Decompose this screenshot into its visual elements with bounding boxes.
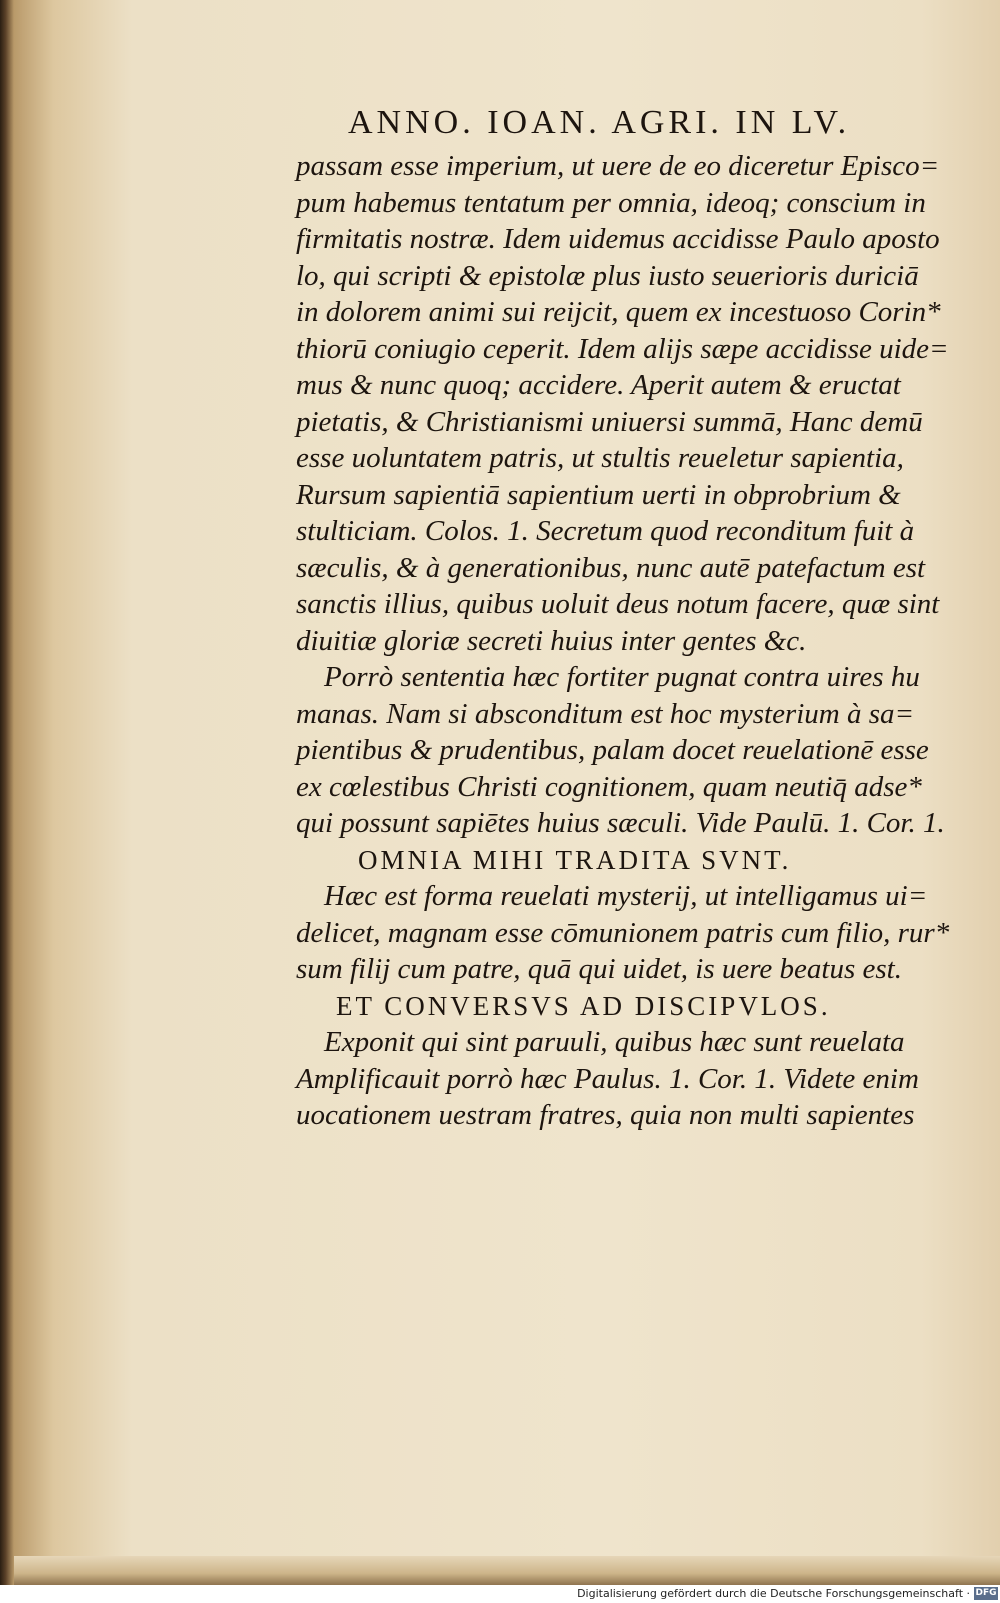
text-line: stulticiam. Colos. 1. Secretum quod reconditum fuit à (296, 515, 915, 547)
text-line: Amplificauit porrò hæc Paulus. 1. Cor. 1. Videte enim (296, 1062, 919, 1095)
text-line: delicet, magnam esse cōmunionem patris cum filio, rur* (296, 916, 950, 949)
page-text-block (296, 98, 976, 1134)
text-line: Exponit qui sint paruuli, quibus hæc sunt reuelata (324, 1026, 905, 1058)
footer-credit-text: Digitalisierung gefördert durch die Deutsche Forschungsgemeinschaft · (577, 1587, 970, 1600)
text-line: pientibus & prudentibus, palam docet reuelationē esse (296, 734, 929, 766)
text-line: manas. Nam si absconditum est hoc mysterium à sa= (296, 697, 915, 730)
running-head: ANNO. IOAN. AGRI. IN LV. (348, 104, 851, 141)
book-binding-edge (0, 0, 14, 1585)
text-line: sanctis illius, quibus uoluit deus notum facere, quæ sint (296, 588, 940, 620)
text-line: ex cœlestibus Christi cognitionem, quam neutiq̄ adse* (296, 770, 922, 803)
text-line: pum habemus tentatum per omnia, ideoq; conscium in (296, 186, 926, 219)
text-line: lo, qui scripti & epistolæ plus iusto seuerioris duriciā (296, 259, 919, 292)
text-line: diuitiæ gloriæ secreti huius inter gentes &c. (296, 624, 807, 657)
text-line: Porrò sententia hæc fortiter pugnat contra uires hu (324, 661, 920, 693)
text-line: pietatis, & Christianismi uniuersi summā, Hanc demū (296, 405, 923, 438)
digitization-footer (0, 1585, 1000, 1603)
page-bottom-edge (14, 1556, 1000, 1585)
text-line: passam esse imperium, ut uere de eo diceretur Episco= (296, 150, 940, 182)
text-line: in dolorem animi sui reijcit, quem ex incestuoso Corin* (296, 296, 941, 328)
text-line: mus & nunc quoq; accidere. Aperit autem & eructat (296, 369, 901, 401)
text-lines (296, 148, 976, 1134)
text-line: qui possunt sapiētes huius sæculi. Vide Paulū. 1. Cor. 1. (296, 807, 945, 839)
text-line: firmitatis nostræ. Idem uidemus accidisse Paulo aposto (296, 223, 940, 255)
text-line: sum filij cum patre, quā qui uidet, is uere beatus est. (296, 953, 902, 985)
dfg-logo: DFG (975, 1588, 997, 1598)
text-line: thiorū coniugio ceperit. Idem alijs sæpe accidisse uide= (296, 332, 949, 365)
text-line: esse uoluntatem patris, ut stultis reueletur sapientia, (296, 442, 904, 474)
text-line: Hæc est forma reuelati mysterij, ut intelligamus ui= (324, 880, 928, 912)
section-heading: OMNIA MIHI TRADITA SVNT. (358, 844, 792, 875)
text-line: Rursum sapientiā sapientium uerti in obprobrium & (296, 478, 901, 511)
text-line: sæculis, & à generationibus, nunc autē patefactum est (296, 551, 926, 584)
section-heading: ET CONVERSVS AD DISCIPVLOS. (336, 990, 831, 1021)
text-line: uocationem uestram fratres, quia non multi sapientes (296, 1099, 915, 1131)
